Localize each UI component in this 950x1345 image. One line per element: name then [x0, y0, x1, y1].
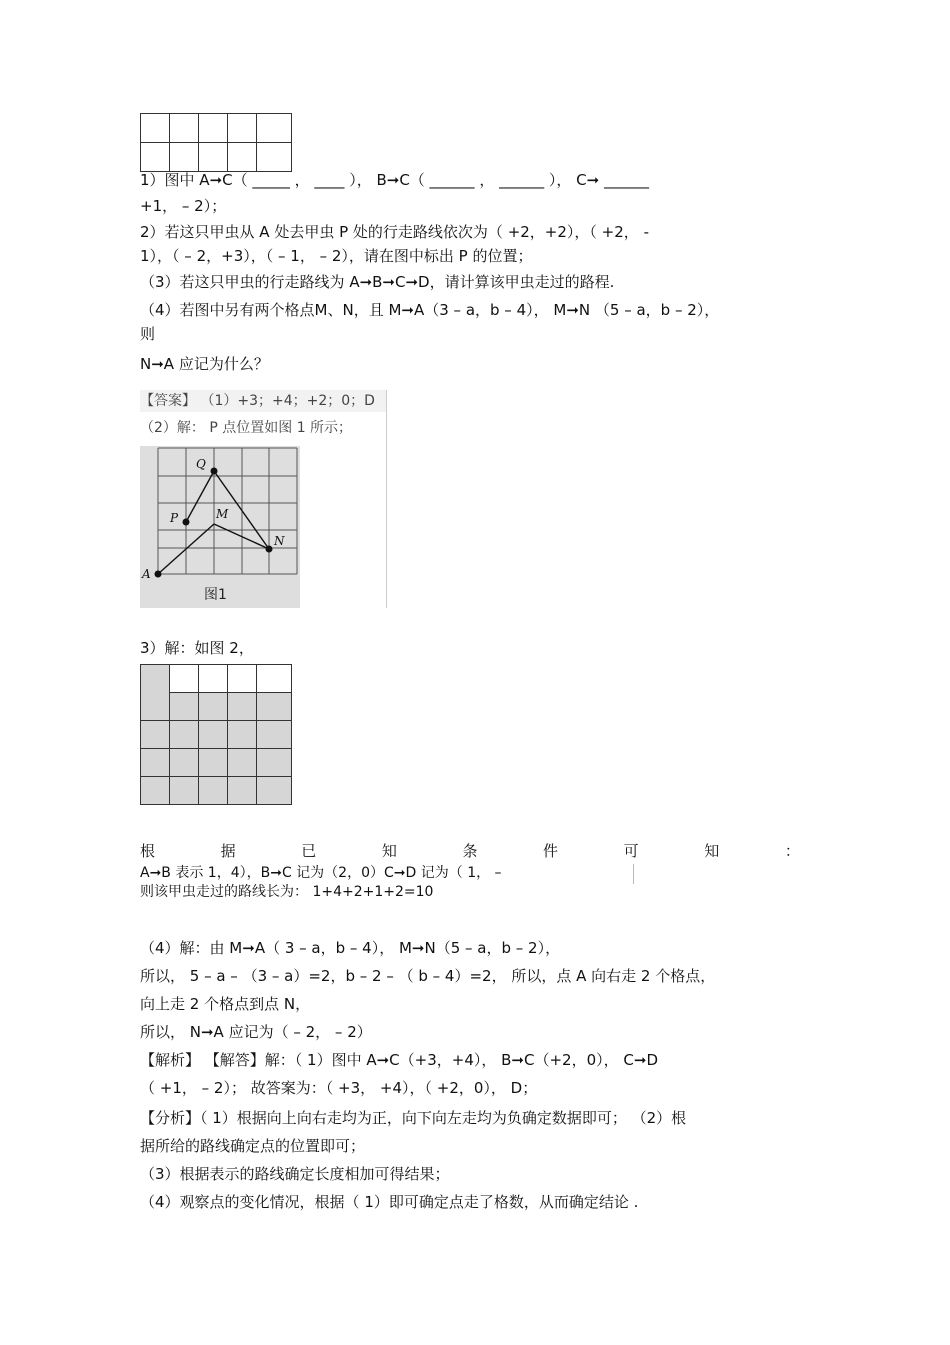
answer-figure [140, 390, 387, 608]
question-3: （3）若这只甲虫的行走路线为 A➞B➞C➞D，请计算该甲虫走过的路程. [140, 273, 615, 291]
question-4: （4）若图中另有两个格点M、N，且 M➞A（3 – a，b – 4）， M➞N （5 – a，b – 2）， [140, 301, 720, 319]
question-4-cont: 则 [140, 325, 156, 343]
jiexi-line-1: 【解析】 【解答】解：（ 1）图中 A➞C（+3，+4）， B➞C（+2，0）， C➞D [140, 1051, 658, 1069]
solution-4-line-3: 向上走 2 个格点到点 N， [140, 995, 311, 1013]
label-q: Q [196, 457, 206, 471]
fenxi-line-2: 据所给的路线确定点的位置即可； [140, 1137, 366, 1155]
fenxi-line-1: 【分析】（ 1）根据向上向右走均为正，向下向左走均为负确定数据即可； （2）根 [140, 1109, 687, 1127]
fenxi-line-4: （4）观察点的变化情况，根据（ 1）即可确定点走了格数，从而确定结论 . [140, 1193, 639, 1211]
question-1: 1）图中 A➞C（ _____ ， ____ ）， B➞C（ ______ ， ______ ）， C➞ ______ [140, 171, 649, 189]
jiexi-line-2: （ +1， – 2）； 故答案为：（ +3， +4），（ +2，0）， D； [140, 1079, 538, 1097]
answer-header: 【答案】 （1）+3；+4；+2；0；D [140, 390, 386, 412]
solution-4-line-4: 所以， N➞A 应记为（ – 2， – 2） [140, 1023, 372, 1041]
solution-3-line-2: A➞B 表示 1，4），B➞C 记为（2，0）C➞D 记为（ 1， – [140, 865, 502, 881]
figure-2-grid [140, 664, 292, 805]
point-p [183, 519, 190, 526]
solution-4-line-2: 所以， 5 – a – （3 – a）=2，b – 2 – （ b – 4）=2， 所以，点 A 向右走 2 个格点， [140, 967, 716, 985]
top-grid [140, 113, 292, 172]
label-n: N [274, 534, 285, 548]
question-2: 2）若这只甲虫从 A 处去甲虫 P 处的行走路线依次为（ +2，+2），（ +2， - [140, 223, 649, 241]
clip-edge [633, 864, 634, 884]
point-a [155, 571, 162, 578]
figure-1-caption: 图1 [204, 587, 227, 603]
label-m: M [216, 507, 229, 521]
label-a: A [142, 567, 151, 581]
fenxi-line-3: （3）根据表示的路线确定长度相加可得结果； [140, 1165, 450, 1183]
known-conditions-line: 根 据 已 知 条 件 可 知 ： [140, 842, 800, 860]
solution-3-line-3: 则该甲虫走过的路线长为： 1+4+2+1+2=10 [140, 884, 434, 900]
point-q [211, 468, 218, 475]
solution-4-line-1: （4）解：由 M➞A（ 3 – a，b – 4）， M➞N（5 – a，b – 2）， [140, 939, 561, 957]
figure-1 [140, 446, 300, 608]
label-p: P [170, 511, 179, 525]
question-4-ask: N➞A 应记为什么？ [140, 355, 269, 373]
answer-part-2: （2）解： P 点位置如图 1 所示； [140, 420, 353, 436]
question-1-cont: +1， – 2）； [140, 197, 227, 215]
point-n [266, 546, 273, 553]
solution-3-title: 3）解：如图 2， [140, 639, 254, 657]
question-2-cont: 1），（ – 2，+3），（ – 1， – 2），请在图中标出 P 的位置； [140, 247, 533, 265]
